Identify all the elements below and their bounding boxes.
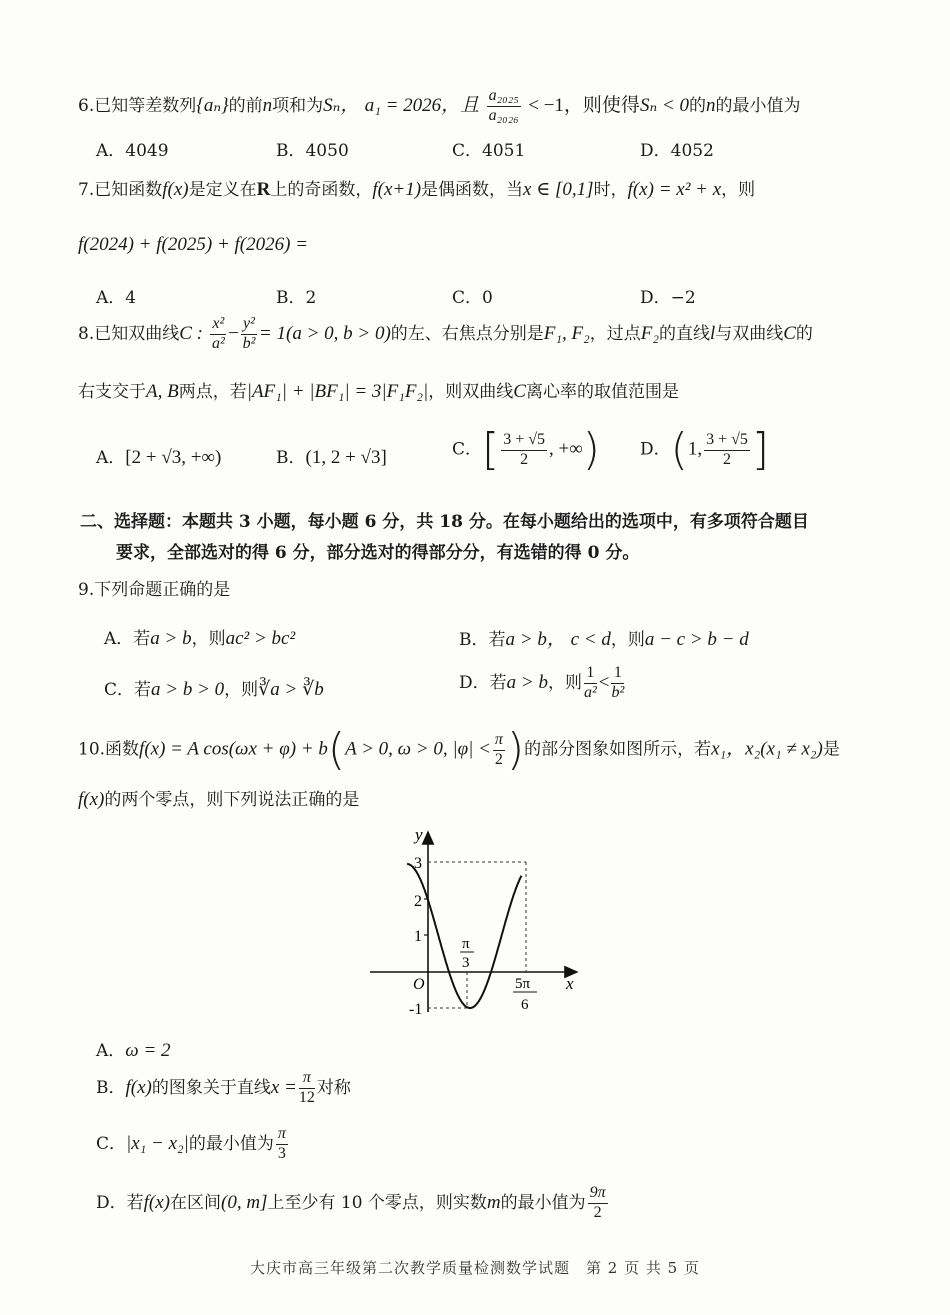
- q8-option-a: A．[2 + √3, +∞): [96, 447, 222, 468]
- q10-option-d: D．若f(x)在区间(0, m]上至少有 10 个零点，则实数m的最小值为 $\frac{9\pi}{2}$: [96, 1184, 606, 1221]
- q9-option-b: B．若a > b， c < d，则a − c > b − d: [459, 629, 749, 650]
- 5pi6-den: 6: [521, 997, 529, 1013]
- q10-option-c: C．|x₁ − x₂|的最小值为 $\frac{\pi}{3}$: [96, 1125, 286, 1162]
- q6-option-a: A．4049: [96, 141, 169, 161]
- q7-option-c: C．0: [452, 288, 493, 308]
- pi3-num: π: [462, 936, 470, 952]
- tick-2: 2: [414, 893, 422, 910]
- section2-heading: 二、选择题：本题共 3 小题，每小题 6 分，共 18 分。在每小题给出的选项中，有多项符合题目: [80, 512, 809, 532]
- q8-stem-line1: 8.已知双曲线C : $\frac{\text{x²}}{\text{a²}}$ − $\frac{\text{y²}}{\text{b²}}$ = 1(a > 0, b > 0)的左、右焦点分别是F₁, F₂，过点F₂的直线l与双曲线C的: [78, 315, 813, 352]
- q9-option-a: A．若a > b，则ac² > bc²: [104, 628, 296, 649]
- q10-option-b: B．f(x)的图象关于直线x = $\frac{\pi}{12}$ 对称: [96, 1069, 351, 1106]
- tick-3: 3: [414, 855, 422, 872]
- x-label: x: [566, 974, 574, 993]
- q6-option-c: C．4051: [452, 141, 526, 161]
- function-graph: [365, 822, 595, 1022]
- q7-option-d: D．−2: [640, 288, 696, 308]
- tick-1: 1: [414, 928, 422, 945]
- 5pi6-num: 5π: [515, 976, 531, 992]
- page-footer: 大庆市高三年级第二次教学质量检测数学试题 第 2 页 共 5 页: [250, 1259, 700, 1277]
- q8-option-d: D．(1, $\frac{3 + √5}{2}$ ]: [640, 424, 770, 475]
- pi3-den: 3: [462, 955, 470, 971]
- q10-stem-line2: f(x)的两个零点，则下列说法正确的是: [78, 789, 360, 810]
- q8-option-c: C．[ $\frac{3 + √5}{2}$ , +∞): [452, 424, 600, 475]
- q8-option-b: B．(1, 2 + √3]: [276, 447, 387, 468]
- q6-option-b: B．4050: [276, 141, 349, 161]
- q7-option-b: B．2: [276, 288, 317, 308]
- q10-stem-line1: 10.函数f(x) = A cos(ωx + φ) + b(A > 0, ω > 0, |φ| < $\frac{\pi}{2}$ )的部分图象如图所示，若x₁，x₂(x₁ ≠ x₂)是: [78, 724, 840, 775]
- origin-label: O: [413, 976, 425, 993]
- y-label: y: [415, 825, 423, 844]
- q6-option-d: D．4052: [640, 141, 714, 161]
- q8-stem-line2: 右支交于A, B两点，若|AF₁| + |BF₁| = 3|F₁F₂|，则双曲线C离心率的取值范围是: [78, 381, 679, 402]
- q9-option-d: D．若a > b，则 $\frac{1}{\text{a²}}$ < $\frac{1}{\text{b²}}$: [459, 664, 625, 701]
- q6-fraction: $\frac{\text{a₂₀₂₅}}{\text{a₂₀₂₆}}$: [488, 87, 519, 124]
- q9-stem: 9.下列命题正确的是: [78, 580, 231, 600]
- q7-stem-line2: f(2024) + f(2025) + f(2026) =: [78, 234, 309, 255]
- q7-option-a: A．4: [96, 288, 137, 308]
- section2-heading-cont: 要求，全部选对的得 6 分，部分选对的得部分分，有选错的得 0 分。: [116, 543, 640, 563]
- q10-option-a: A．ω = 2: [96, 1040, 171, 1061]
- q9-option-c: C．若a > b > 0，则∛a > ∛b: [104, 679, 324, 700]
- q7-stem-line1: 7.已知函数f(x)是定义在R上的奇函数，f(x+1)是偶函数，当x ∈ [0,1]时，f(x) = x² + x，则: [78, 179, 756, 200]
- tick-neg1: -1: [409, 1001, 423, 1018]
- q6-stem: 6.已知等差数列{aₙ}的前n项和为Sₙ， a₁ = 2026，且 $\frac{\text{a₂₀₂₅}}{\text{a₂₀₂₆}}$ < −1，则使得Sₙ < 0的n的最小值为: [78, 87, 801, 124]
